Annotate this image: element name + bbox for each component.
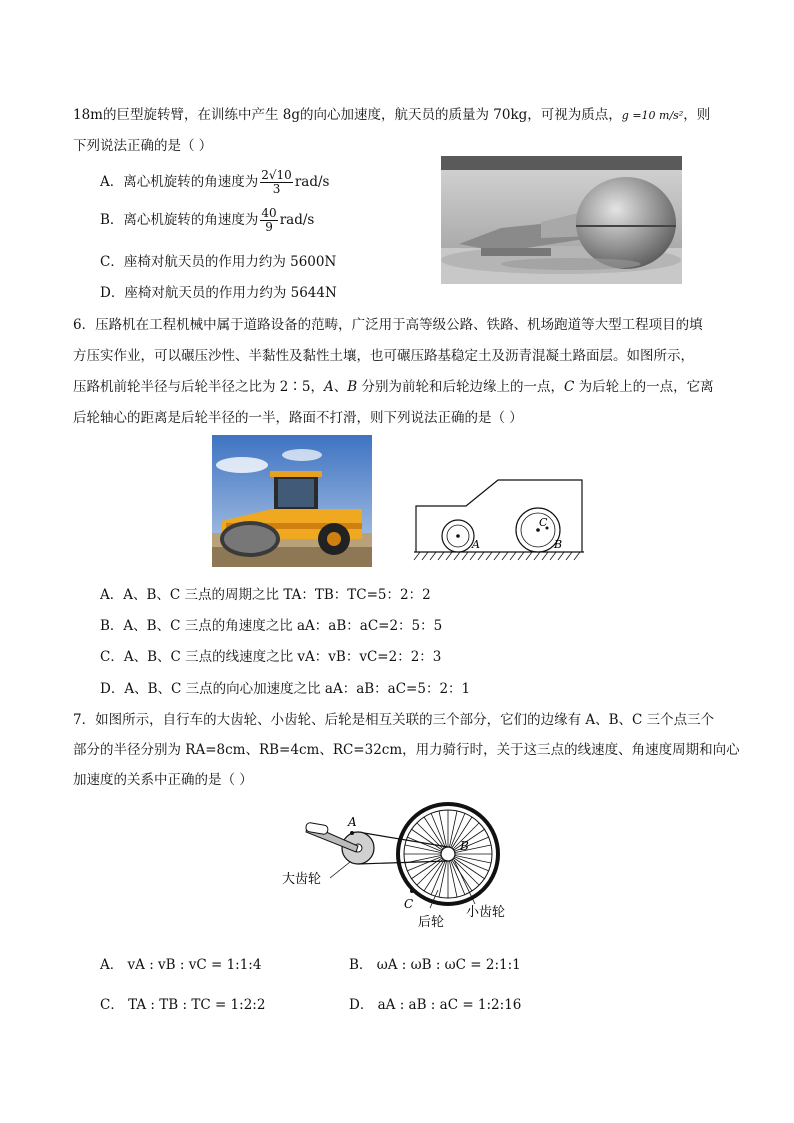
bike-label-rear-wheel: 后轮 bbox=[418, 915, 445, 930]
q7-option-c[interactable]: C． TA : TB : TC = 1:2:2 bbox=[100, 997, 266, 1013]
bike-label-a: A bbox=[348, 815, 357, 829]
q5-option-d[interactable]: D．座椅对航天员的作用力约为 5644N bbox=[100, 285, 337, 301]
q6-option-c[interactable]: C．A、B、C 三点的线速度之比 vA：vB：vC=2：2：3 bbox=[100, 649, 442, 665]
q6-option-d[interactable]: D．A、B、C 三点的向心加速度之比 aA：aB：aC=5：2：1 bbox=[100, 681, 471, 697]
q5-option-c[interactable]: C．座椅对航天员的作用力约为 5600N bbox=[100, 254, 337, 270]
q6-line1: 6．压路机在工程机械中属于道路设备的范畴，广泛用于高等级公路、铁路、机场跑道等大型工程项目的填 bbox=[73, 317, 703, 333]
q6-option-b[interactable]: B．A、B、C 三点的角速度之比 aA：aB：aC=2：5：5 bbox=[100, 618, 443, 634]
q5-option-a[interactable]: A．离心机旋转的角速度为 $\frac{2√10}{3}$ rad/s bbox=[100, 168, 330, 196]
centrifuge-photo bbox=[441, 156, 682, 284]
bike-label-small-gear: 小齿轮 bbox=[466, 905, 506, 920]
q7-line2: 部分的半径分别为 RA=8cm、RB=4cm、RC=32cm，用力骑行时，关于这三点的线速度、角速度周期和向心 bbox=[73, 742, 740, 758]
q6-option-a[interactable]: A．A、B、C 三点的周期之比 TA：TB：TC=5：2：2 bbox=[100, 587, 431, 603]
bike-label-big-gear: 大齿轮 bbox=[282, 872, 322, 887]
q6-line3: 压路机前轮半径与后轮半径之比为 2∶5，A、B 分别为前轮和后轮边缘上的一点，C 为后轮上的一点，它离 bbox=[73, 379, 714, 395]
q7-line1: 7．如图所示，自行车的大齿轮、小齿轮、后轮是相互关联的三个部分，它们的边缘有 A、B、C 三个点三个 bbox=[73, 712, 715, 728]
q6-line2: 方压实作业，可以碾压沙性、半黏性及黏性土壤，也可碾压路基稳定土及沥青混凝土路面层。如图所示， bbox=[73, 348, 694, 364]
diagram-label-b: B bbox=[554, 538, 563, 551]
road-roller-photo bbox=[212, 435, 372, 567]
roller-wheels-diagram bbox=[406, 476, 586, 568]
bike-label-c: C bbox=[404, 897, 414, 911]
q6-line4: 后轮轴心的距离是后轮半径的一半，路面不打滑，则下列说法正确的是（ ） bbox=[73, 410, 523, 426]
q5-line2: 下列说法正确的是（ ） bbox=[73, 138, 213, 154]
q5-line1: 18m的巨型旋转臂，在训练中产生 8g的向心加速度，航天员的质量为 70kg，可视为质点，g =10 m/s²，则 bbox=[73, 107, 711, 123]
bike-label-b: B bbox=[460, 839, 469, 853]
bicycle-gear-diagram bbox=[280, 800, 520, 935]
q7-option-a[interactable]: A． vA : vB : vC = 1:1:4 bbox=[100, 957, 262, 973]
q5-option-b[interactable]: B．离心机旋转的角速度为 $\frac{40}{9}$ rad/s bbox=[100, 206, 315, 234]
q7-line3: 加速度的关系中正确的是（ ） bbox=[73, 772, 253, 788]
diagram-label-a: A bbox=[472, 538, 480, 551]
diagram-label-c: C bbox=[539, 516, 548, 529]
q7-option-d[interactable]: D． aA : aB : aC = 1:2:16 bbox=[349, 997, 522, 1013]
q7-option-b[interactable]: B． ωA : ωB : ωC = 2:1:1 bbox=[349, 957, 521, 973]
